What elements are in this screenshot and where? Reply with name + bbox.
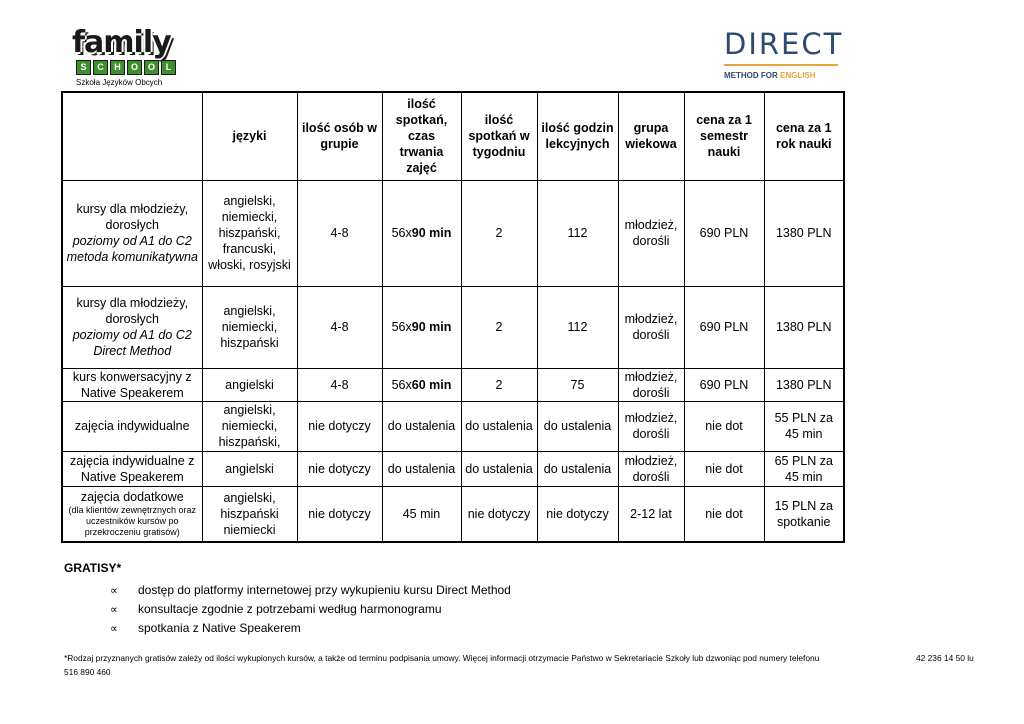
gratisy-title: GRATISY*: [64, 561, 122, 575]
direct-logo-rule: [724, 64, 838, 66]
header-cell: ilość godzin lekcyjnych: [537, 92, 618, 180]
group-size-cell: 4-8: [297, 180, 382, 286]
table-row: [62, 486, 844, 542]
meetings-prefix: 56x: [391, 320, 412, 334]
age-cell: młodzież, dorośli: [618, 368, 684, 401]
course-cell: zajęcia indywidualne z Native Speakerem: [62, 451, 202, 486]
course-cell: [62, 180, 202, 286]
meetings-bold: 90 min: [411, 320, 452, 334]
semester-price-cell: 690 PLN: [684, 286, 764, 368]
year-price-cell: 15 PLN za spotkanie: [764, 486, 844, 542]
age-cell: młodzież, dorośli: [618, 401, 684, 451]
direct-sub-main: METHOD FOR: [724, 71, 780, 80]
age-cell: młodzież, dorośli: [618, 180, 684, 286]
hours-cell: 112: [537, 286, 618, 368]
languages-cell: angielski, hiszpański niemiecki: [202, 486, 297, 542]
year-price-cell: 1380 PLN: [764, 368, 844, 401]
table-row: [62, 368, 844, 401]
semester-price-cell: nie dot: [684, 401, 764, 451]
gratisy-item-text: dostęp do platformy internetowej przy wykupieniu kursu Direct Method: [138, 583, 511, 597]
semester-price-cell: nie dot: [684, 486, 764, 542]
semester-price-cell: 690 PLN: [684, 368, 764, 401]
meetings-cell: [382, 180, 461, 286]
table-row: [62, 451, 844, 486]
meetings-bold: 90 min: [411, 226, 452, 240]
school-letter: C: [93, 60, 108, 75]
gratisy-list: [110, 581, 511, 638]
per-week-cell: 2: [461, 368, 537, 401]
hours-cell: do ustalenia: [537, 451, 618, 486]
course-sub: poziomy od A1 do C2 Direct Method: [72, 328, 192, 358]
direct-sub-accent: ENGLISH: [780, 71, 816, 80]
languages-cell: angielski, niemiecki, hiszpański,: [202, 401, 297, 451]
meetings-cell: do ustalenia: [382, 451, 461, 486]
languages-cell: angielski, niemiecki, hiszpański, francuski, włoski, rosyjski: [202, 180, 297, 286]
school-letter: L: [161, 60, 176, 75]
bullet-icon: ∝: [110, 623, 118, 635]
hours-cell: do ustalenia: [537, 401, 618, 451]
school-letter: O: [127, 60, 142, 75]
year-price-cell: 55 PLN za 45 min: [764, 401, 844, 451]
languages-cell: angielski: [202, 451, 297, 486]
family-logo-subtitle: Szkoła Języków Obcych: [76, 78, 163, 87]
bullet-icon: ∝: [110, 604, 118, 616]
header-cell: języki: [202, 92, 297, 180]
list-item: [110, 600, 511, 619]
header-course: [62, 92, 202, 180]
school-letters: [76, 60, 176, 75]
header-cell: cena za 1 rok nauki: [764, 92, 844, 180]
family-logo-word: family: [72, 25, 171, 60]
course-small-note: (dla klientów zewnętrznych oraz uczestników kursów po przekroczeniu gratisów): [68, 505, 197, 538]
group-size-cell: nie dotyczy: [297, 486, 382, 542]
meetings-cell: 45 min: [382, 486, 461, 542]
course-main: kursy dla młodzieży, dorosłych: [76, 296, 189, 326]
course-cell: [62, 286, 202, 368]
gratisy-section: [64, 561, 511, 638]
footnote-phone-2: 516 890 460: [64, 667, 111, 677]
meetings-cell: [382, 368, 461, 401]
footnote: [64, 651, 984, 679]
meetings-bold: 60 min: [411, 377, 452, 392]
hours-cell: 75: [537, 368, 618, 401]
meetings-prefix: 56x: [391, 226, 412, 240]
table-row: [62, 401, 844, 451]
direct-method-logo: [722, 26, 842, 86]
table-row: [62, 180, 844, 286]
table-header-row: [62, 92, 844, 180]
per-week-cell: 2: [461, 180, 537, 286]
school-letter: S: [76, 60, 91, 75]
list-item: [110, 619, 511, 638]
age-cell: młodzież, dorośli: [618, 451, 684, 486]
table-row: [62, 286, 844, 368]
group-size-cell: 4-8: [297, 286, 382, 368]
header-cell: ilość spotkań, czas trwania zajęć: [382, 92, 461, 180]
course-cell: [62, 486, 202, 542]
meetings-prefix: 56x: [391, 377, 412, 392]
school-letter: H: [110, 60, 125, 75]
group-size-cell: nie dotyczy: [297, 401, 382, 451]
gratisy-item-text: konsultacje zgodnie z potrzebami według harmonogramu: [138, 602, 442, 616]
per-week-cell: nie dotyczy: [461, 486, 537, 542]
hours-cell: nie dotyczy: [537, 486, 618, 542]
per-week-cell: 2: [461, 286, 537, 368]
direct-logo-subtitle: [724, 71, 816, 80]
age-cell: młodzież, dorośli: [618, 286, 684, 368]
meetings-cell: do ustalenia: [382, 401, 461, 451]
age-cell: 2-12 lat: [618, 486, 684, 542]
languages-cell: angielski: [202, 368, 297, 401]
header-cell: ilość spotkań w tygodniu: [461, 92, 537, 180]
header-cell: grupa wiekowa: [618, 92, 684, 180]
year-price-cell: 1380 PLN: [764, 180, 844, 286]
course-cell: kurs konwersacyjny z Native Speakerem: [62, 368, 202, 401]
header-cell: cena za 1 semestr nauki: [684, 92, 764, 180]
semester-price-cell: 690 PLN: [684, 180, 764, 286]
languages-cell: angielski, niemiecki, hiszpański: [202, 286, 297, 368]
year-price-cell: 1380 PLN: [764, 286, 844, 368]
footnote-text: *Rodzaj przyznanych gratisów zależy od ilości wykupionych kursów, a także od terminu podpisania umowy. Więcej informacji otrzymacie Państwo w Sekretariacie Szkoły lub dzwoniąc pod numery telefonu: [64, 653, 820, 663]
header-cell: ilość osób w grupie: [297, 92, 382, 180]
course-main: zajęcia dodatkowe: [80, 490, 184, 505]
bullet-icon: ∝: [110, 585, 118, 597]
family-school-logo: [72, 25, 188, 90]
course-main: kursy dla młodzieży, dorosłych: [76, 202, 189, 232]
school-letter: O: [144, 60, 159, 75]
price-table: [61, 91, 845, 543]
direct-logo-word: DIRECT: [724, 27, 844, 61]
semester-price-cell: nie dot: [684, 451, 764, 486]
per-week-cell: do ustalenia: [461, 401, 537, 451]
meetings-cell: [382, 286, 461, 368]
hours-cell: 112: [537, 180, 618, 286]
gratisy-item-text: spotkania z Native Speakerem: [138, 621, 301, 635]
list-item: [110, 581, 511, 600]
per-week-cell: do ustalenia: [461, 451, 537, 486]
course-sub: poziomy od A1 do C2 metoda komunikatywna: [66, 234, 198, 264]
group-size-cell: nie dotyczy: [297, 451, 382, 486]
group-size-cell: 4-8: [297, 368, 382, 401]
year-price-cell: 65 PLN za 45 min: [764, 451, 844, 486]
course-cell: zajęcia indywidualne: [62, 401, 202, 451]
footnote-phone: 42 236 14 50 lu: [916, 653, 974, 663]
